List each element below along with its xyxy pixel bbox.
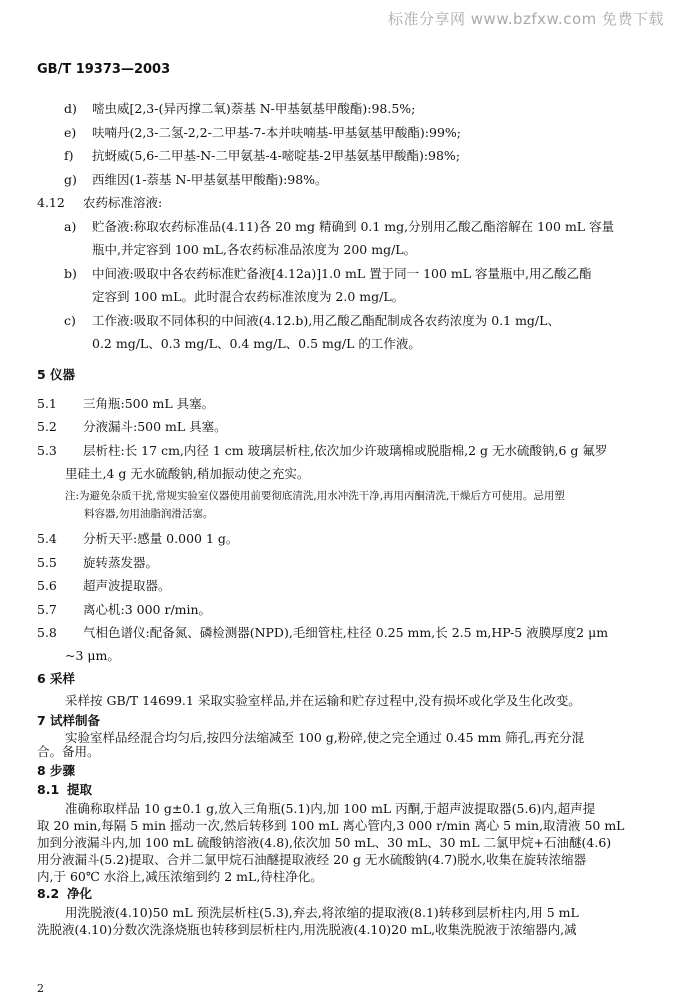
section-number: 8.1	[37, 782, 60, 797]
list-item-d	[64, 100, 415, 118]
paragraph-line: 0.2 mg/L、0.3 mg/L、0.4 mg/L、0.5 mg/L 的工作液。	[92, 336, 421, 351]
section-8-1-heading	[37, 781, 92, 799]
list-item-e	[64, 124, 461, 142]
paragraph-line: 气相色谱仪:配备氮、磷检测器(NPD),毛细管柱,柱径 0.25 mm,长 2.5 m,HP-5 液膜厚度2 μm	[83, 625, 609, 640]
note-line: 料容器,勿用油脂润滑活塞。	[84, 508, 214, 520]
section-4-12-heading	[37, 194, 162, 212]
list-marker: b)	[64, 266, 77, 281]
list-marker: e)	[64, 125, 77, 140]
paragraph-line: 实验室样品经混合均匀后,按四分法缩减至 100 g,粉碎,使之完全通过 0.45 mm 筛孔,再充分混	[65, 730, 585, 745]
note-line: 注:为避免杂质干扰,常规实验室仪器使用前要彻底清洗,用水冲洗干净,再用丙酮清洗,干燥后方可使用。忌用塑	[65, 490, 565, 502]
list-text: 西维因(1-萘基 N-甲基氨基甲酸酯):98%。	[92, 172, 328, 187]
paragraph-line: 采样按 GB/T 14699.1 采取实验室样品,并在运输和贮存过程中,没有损坏或化学及生化改变。	[65, 693, 581, 708]
section-number: 5.8	[37, 625, 57, 640]
paragraph-line: 用分液漏斗(5.2)提取、合并二氯甲烷石油醚提取液经 20 g 无水硫酸钠(4.7)脱水,收集在旋转浓缩器	[37, 852, 587, 867]
paragraph-line: 内,于 60℃ 水浴上,减压浓缩到约 2 mL,待柱净化。	[37, 869, 323, 884]
section-5-8	[37, 624, 608, 642]
document-id: GB/T 19373—2003	[37, 62, 171, 77]
section-title: 农药标准溶液:	[83, 195, 163, 210]
paragraph-line: 合。备用。	[37, 744, 100, 759]
section-number: 5.4	[37, 531, 57, 546]
paragraph-line: 超声波提取器。	[83, 578, 171, 593]
paragraph-line: 中间液:吸取中各农药标准贮备液[4.12a)]1.0 mL 置于同一 100 mL 容量瓶中,用乙酸乙酯	[92, 266, 592, 281]
section-number: 5.1	[37, 396, 57, 411]
section-number: 4.12	[37, 195, 65, 210]
section-number: 5.7	[37, 602, 57, 617]
paragraph-line: ~3 μm。	[65, 648, 120, 663]
section-7-heading: 7 试样制备	[37, 713, 101, 728]
section-5-1	[37, 395, 214, 413]
list-marker: g)	[64, 172, 77, 187]
paragraph-line: 旋转蒸发器。	[83, 555, 159, 570]
section-8-heading: 8 步骤	[37, 763, 76, 778]
paragraph-line: 贮备液:称取农药标准品(4.11)各 20 mg 精确到 0.1 mg,分别用乙酸乙酯溶解在 100 mL 容量	[92, 219, 615, 234]
paragraph-line: 定容到 100 mL。此时混合农药标准浓度为 2.0 mg/L。	[92, 289, 405, 304]
section-5-4	[37, 530, 238, 548]
list-marker: c)	[64, 313, 76, 328]
section-4-12-b	[64, 265, 592, 283]
paragraph-line: 离心机:3 000 r/min。	[83, 602, 212, 617]
paragraph-line: 取 20 min,每隔 5 min 摇动一次,然后转移到 100 mL 离心管内,3 000 r/min 离心 5 min,取清液 50 mL	[37, 818, 625, 833]
list-text: 抗蚜威(5,6-二甲基-N-二甲氨基-4-嘧啶基-2甲基氨基甲酸酯):98%;	[92, 148, 461, 163]
watermark: 标准分享网 www.bzfxw.com 免费下载	[388, 10, 664, 28]
paragraph-line: 加到分液漏斗内,加 100 mL 硫酸钠溶液(4.8),依次加 50 mL、30 mL、30 mL 二氯甲烷+石油醚(4.6)	[37, 835, 612, 850]
section-title: 提取	[67, 782, 93, 797]
section-4-12-a	[64, 218, 614, 236]
section-5-7	[37, 601, 211, 619]
paragraph-line: 三角瓶:500 mL 具塞。	[83, 396, 215, 411]
paragraph-line: 分液漏斗:500 mL 具塞。	[83, 419, 227, 434]
paragraph-line: 工作液:吸取不同体积的中间液(4.12.b),用乙酸乙酯配制成各农药浓度为 0.1 mg/L、	[92, 313, 560, 328]
paragraph-line: 用洗脱液(4.10)50 mL 预洗层析柱(5.3),弃去,将浓缩的提取液(8.1)转移到层析柱内,用 5 mL	[65, 905, 579, 920]
list-marker: f)	[64, 148, 74, 163]
list-item-g	[64, 171, 328, 189]
section-5-3	[37, 442, 607, 460]
paragraph-line: 瓶中,并定容到 100 mL,各农药标准品浓度为 200 mg/L。	[92, 242, 417, 257]
paragraph-line: 准确称取样品 10 g±0.1 g,放入三角瓶(5.1)内,加 100 mL 丙酮,于超声波提取器(5.6)内,超声提	[65, 801, 596, 816]
section-6-heading: 6 采样	[37, 671, 76, 686]
paragraph-line: 层析柱:长 17 cm,内径 1 cm 玻璃层析柱,依次加少许玻璃棉或脱脂棉,2 g 无水硫酸钠,6 g 氟罗	[83, 443, 608, 458]
section-4-12-c	[64, 312, 560, 330]
list-item-f	[64, 147, 460, 165]
paragraph-line: 洗脱液(4.10)分数次洗涤烧瓶也转移到层析柱内,用洗脱液(4.10)20 mL,收集洗脱液于浓缩器内,减	[37, 922, 577, 937]
list-text: 嘧虫威[2,3-(异丙撑二氧)萘基 N-甲基氨基甲酸酯):98.5%;	[92, 101, 416, 116]
paragraph-line: 分析天平:感量 0.000 1 g。	[83, 531, 239, 546]
page-number: 2	[37, 982, 44, 995]
section-5-6	[37, 577, 171, 595]
section-number: 8.2	[37, 886, 60, 901]
section-number: 5.5	[37, 555, 57, 570]
list-marker: d)	[64, 101, 77, 116]
section-title: 净化	[67, 886, 93, 901]
section-number: 5.2	[37, 419, 57, 434]
section-5-heading: 5 仪器	[37, 367, 76, 382]
list-marker: a)	[64, 219, 77, 234]
section-number: 5.3	[37, 443, 57, 458]
section-number: 5.6	[37, 578, 57, 593]
paragraph-line: 里硅土,4 g 无水硫酸钠,稍加振动使之充实。	[65, 466, 310, 481]
section-8-2-heading	[37, 885, 92, 903]
section-5-5	[37, 554, 158, 572]
section-5-2	[37, 418, 227, 436]
list-text: 呋喃丹(2,3-二氢-2,2-二甲基-7-本并呋喃基-甲基氨基甲酸酯):99%;	[92, 125, 462, 140]
